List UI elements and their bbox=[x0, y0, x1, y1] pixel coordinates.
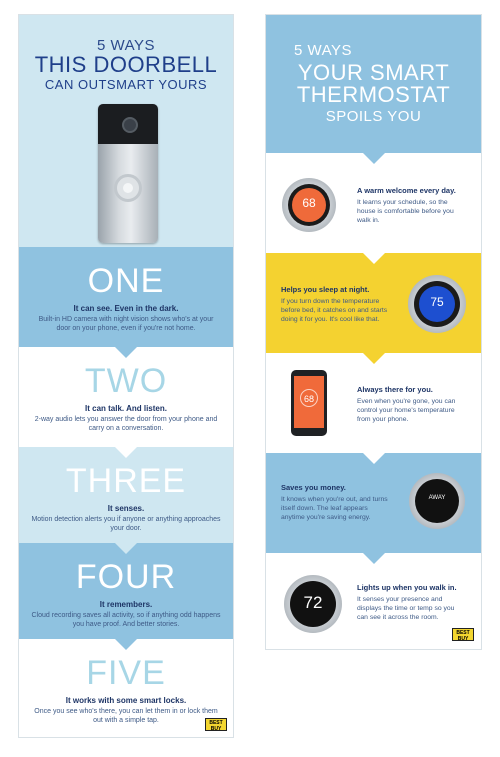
benefit-description: Even when you're gone, you can control your home's temperature from your phone. bbox=[357, 398, 456, 423]
way-description: 2-way audio lets you answer the door from your phone and carry on a conversation. bbox=[34, 416, 218, 432]
way-number: FIVE bbox=[86, 654, 166, 692]
way-section-five bbox=[19, 639, 233, 738]
thermostat-display: 75 bbox=[430, 295, 444, 309]
thermostat-display: 68 bbox=[302, 196, 316, 210]
thermostat-row-1 bbox=[266, 153, 481, 253]
way-number: THREE bbox=[65, 462, 187, 500]
smartphone-image bbox=[291, 370, 327, 436]
benefit-title: A warm welcome every day. bbox=[357, 186, 456, 195]
thermostat-image bbox=[282, 178, 336, 232]
benefit-title: Lights up when you walk in. bbox=[357, 583, 457, 592]
doorbell-header bbox=[19, 15, 233, 247]
camera-lens-icon bbox=[122, 117, 138, 133]
benefit-description: It senses your presence and displays the time or temp so you can see it across the room. bbox=[357, 596, 455, 621]
way-description: Once you see who's there, you can let them in or lock them out with a simple tap. bbox=[34, 708, 218, 724]
way-section-one bbox=[19, 247, 233, 347]
thermostat-image bbox=[409, 473, 465, 529]
section-notch bbox=[363, 353, 385, 364]
way-number: ONE bbox=[87, 262, 165, 300]
thermostat-row-2 bbox=[266, 253, 481, 353]
doorbell-button bbox=[114, 174, 142, 202]
way-title: It works with some smart locks. bbox=[65, 696, 187, 705]
section-notch bbox=[363, 253, 385, 264]
section-notch bbox=[363, 453, 385, 464]
way-title: It senses. bbox=[107, 504, 145, 513]
best-buy-logo: BEST BUY bbox=[205, 718, 227, 731]
thermostat-row-5 bbox=[266, 553, 481, 650]
benefit-description: If you turn down the temperature before bed, it catches on and starts doing it for you. It's cool like that. bbox=[281, 298, 388, 323]
section-notch bbox=[115, 639, 137, 650]
way-title: It can see. Even in the dark. bbox=[73, 304, 179, 313]
thermostat-image bbox=[408, 275, 466, 333]
benefit-description: It learns your schedule, so the house is comfortable before you walk in. bbox=[357, 199, 454, 224]
thermostat-title-line1: 5 WAYS bbox=[294, 42, 353, 59]
way-description: Motion detection alerts you if anyone or anything approaches your door. bbox=[31, 516, 221, 532]
doorbell-camera bbox=[98, 104, 158, 144]
thermostat-row-4 bbox=[266, 453, 481, 553]
doorbell-title-line2: THIS DOORBELL bbox=[34, 52, 218, 77]
way-number: FOUR bbox=[75, 558, 177, 596]
thermostat-title-line3: THERMOSTAT bbox=[296, 82, 451, 107]
way-description: Cloud recording saves all activity, so if anything odd happens you have proof. And better stories. bbox=[31, 612, 221, 628]
way-section-four bbox=[19, 543, 233, 639]
doorbell-title-line1: 5 WAYS bbox=[96, 37, 155, 54]
section-notch bbox=[363, 553, 385, 564]
section-notch bbox=[115, 543, 137, 554]
way-section-two bbox=[19, 347, 233, 447]
thermostat-row-3 bbox=[266, 353, 481, 453]
way-title: It remembers. bbox=[99, 600, 153, 609]
doorbell-title-line3: CAN OUTSMART YOURS bbox=[44, 77, 208, 92]
section-notch bbox=[115, 347, 137, 358]
best-buy-logo: BEST BUY bbox=[452, 628, 474, 641]
benefit-title: Saves you money. bbox=[281, 483, 346, 492]
way-title: It can talk. And listen. bbox=[85, 404, 167, 413]
way-description: Built-in HD camera with night vision shows who's at your door on your phone, even if you're not home. bbox=[38, 316, 214, 332]
section-notch bbox=[363, 153, 385, 164]
thermostat-image bbox=[284, 575, 342, 633]
doorbell-image bbox=[98, 104, 158, 243]
way-number: TWO bbox=[84, 362, 168, 400]
phone-display: 68 bbox=[303, 394, 314, 404]
thermostat-title-line2: YOUR SMART bbox=[297, 60, 450, 85]
thermostat-display: AWAY bbox=[428, 495, 446, 501]
benefit-title: Always there for you. bbox=[357, 385, 433, 394]
way-section-three bbox=[19, 447, 233, 543]
benefit-description: It knows when you're out, and turns itself down. The leaf appears anytime you're saving energy. bbox=[281, 496, 388, 521]
section-notch bbox=[115, 447, 137, 458]
thermostat-display: 72 bbox=[303, 593, 323, 612]
doorbell-infographic bbox=[18, 14, 234, 738]
thermostat-header bbox=[266, 15, 481, 153]
thermostat-title-line4: SPOILS YOU bbox=[325, 108, 422, 125]
benefit-title: Helps you sleep at night. bbox=[281, 285, 370, 294]
thermostat-infographic bbox=[265, 14, 482, 650]
